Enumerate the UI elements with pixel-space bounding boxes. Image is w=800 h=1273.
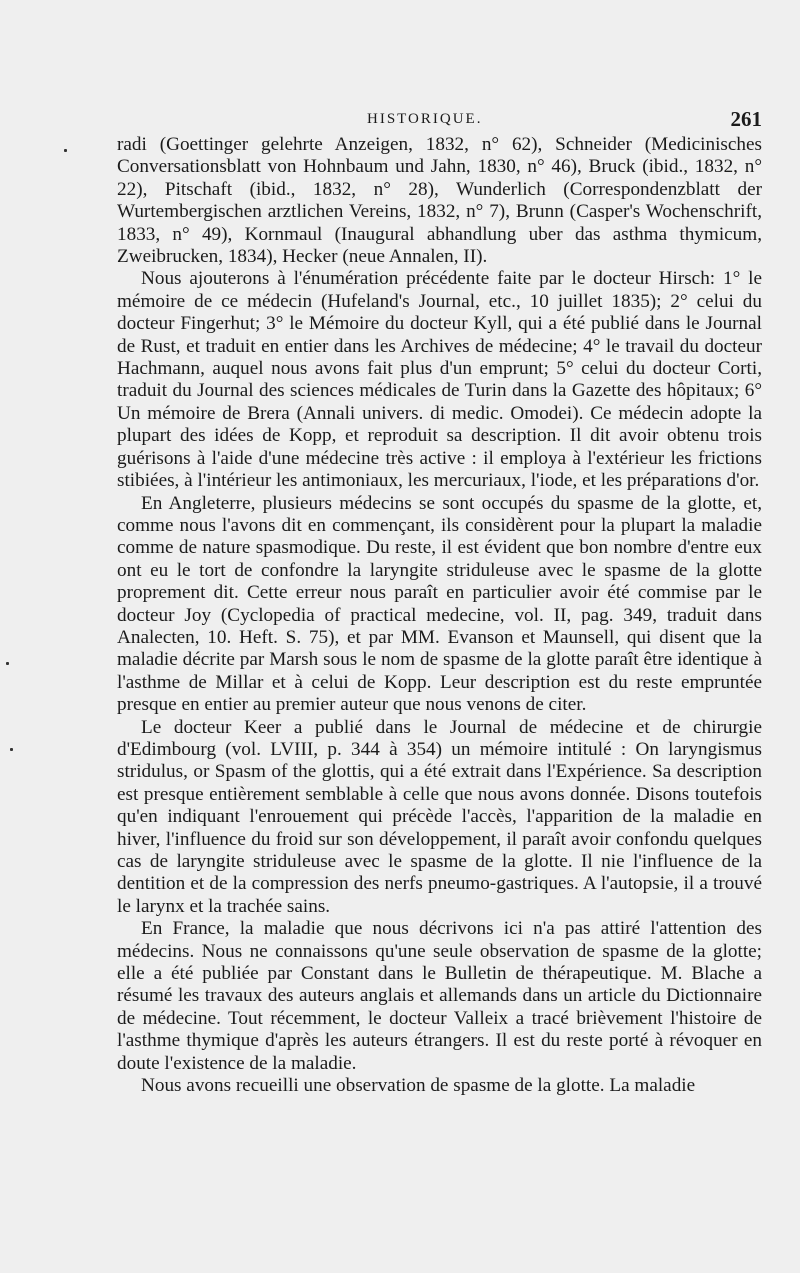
- margin-mark: [6, 662, 9, 665]
- paragraph-france: En France, la maladie que nous décrivons ici n'a pas attiré l'attention des médecins. Nous ne connaissons qu'une seule observation de spasme de la glotte; elle a été publiée par Constant dans le Bulletin de thérapeutique. M. Blache a résumé les travaux des auteurs anglais et allemands dans un article du Dictionnaire de médecine. Tout récemment, le docteur Valleix a tracé brièvement l'histoire de l'asthme thymique d'après les auteurs étrangers. Il est du reste porté à révoquer en doute l'existence de la maladie.: [117, 918, 762, 1074]
- page-number: 261: [730, 107, 762, 131]
- page-header: [117, 107, 762, 135]
- running-title: HISTORIQUE.: [367, 111, 483, 127]
- margin-mark: [64, 149, 67, 152]
- paragraph-observation: Nous avons recueilli une observation de spasme de la glotte. La maladie: [141, 1075, 696, 1097]
- paragraph-references-continued: radi (Goettinger gelehrte Anzeigen, 1832, n° 62), Schneider (Medicinisches Conversationsblatt von Hohnbaum und Jahn, 1830, n° 46), Bruck (ibid., 1832, n° 22), Pitschaft (ibid., 1832, n° 28), Wunderlich (Correspondenzblatt der Wurtembergischen arztlichen Vereins, 1832, n° 7), Brunn (Casper's Wochenschrift, 1833, n° 49), Kornmaul (Inaugural abhandlung uber das asthma thymicum, Zweibrucken, 1834), Hecker (neue Annalen, II).: [117, 134, 762, 268]
- page-body: [117, 134, 762, 1097]
- paragraph-hirsch-enumeration: Nous ajouterons à l'énumération précédente faite par le docteur Hirsch: 1° le mémoire de ce médecin (Hufeland's Journal, etc., 10 juillet 1835); 2° celui du docteur Fingerhut; 3° le Mémoire du docteur Kyll, qui a été publié dans le Journal de Rust, et traduit en entier dans les Archives de médecine; 4° le travail du docteur Hachmann, auquel nous avons fait plus d'un emprunt; 5° celui du docteur Corti, traduit du Journal des sciences médicales de Turin dans la Gazette des hôpitaux; 6° Un mémoire de Brera (Annali univers. di medic. Omodei). Ce médecin adopte la plupart des idées de Kopp, et reproduit sa description. Il dit avoir obtenu trois guérisons à l'aide d'une médecine très active : il employa à l'extérieur les frictions stibiées, à l'intérieur les antimoniaux, les mercuriaux, l'iode, et les préparations d'or.: [117, 268, 762, 492]
- paragraph-keer: Le docteur Keer a publié dans le Journal de médecine et de chirurgie d'Edimbourg (vol. LVIII, p. 344 à 354) un mémoire intitulé : On laryngismus stridulus, or Spasm of the glottis, qui a été extrait dans l'Expérience. Sa description est presque entièrement semblable à celle que nous avons donnée. Disons toutefois qu'en indiquant l'enrouement qui précède l'accès, l'apparition de la maladie en hiver, l'influence du froid sur son développement, il paraît avoir confondu quelques cas de laryngite striduleuse avec le spasme de la glotte. Il nie l'influence de la dentition et de la compression des nerfs pneumo-gastriques. A l'autopsie, il a trouvé le larynx et la trachée sains.: [117, 716, 762, 917]
- margin-mark: [10, 748, 13, 751]
- paragraph-england: En Angleterre, plusieurs médecins se sont occupés du spasme de la glotte, et, comme nous l'avons dit en commençant, ils considèrent pour la plupart la maladie comme de nature spasmodique. Du reste, il est évident que bon nombre d'entre eux ont eu le tort de confondre la laryngite striduleuse avec le spasme de la glotte proprement dit. Cette erreur nous paraît en particulier avoir été commise par le docteur Joy (Cyclopedia of practical medecine, vol. II, pag. 349, traduit dans Analecten, 10. Heft. S. 75), et par MM. Evanson et Maunsell, qui disent que la maladie décrite par Marsh sous le nom de spasme de la glotte paraît être identique à l'asthme de Millar et à celui de Kopp. Leur description est du reste empruntée presque en entier au premier auteur que nous venons de citer.: [117, 492, 762, 716]
